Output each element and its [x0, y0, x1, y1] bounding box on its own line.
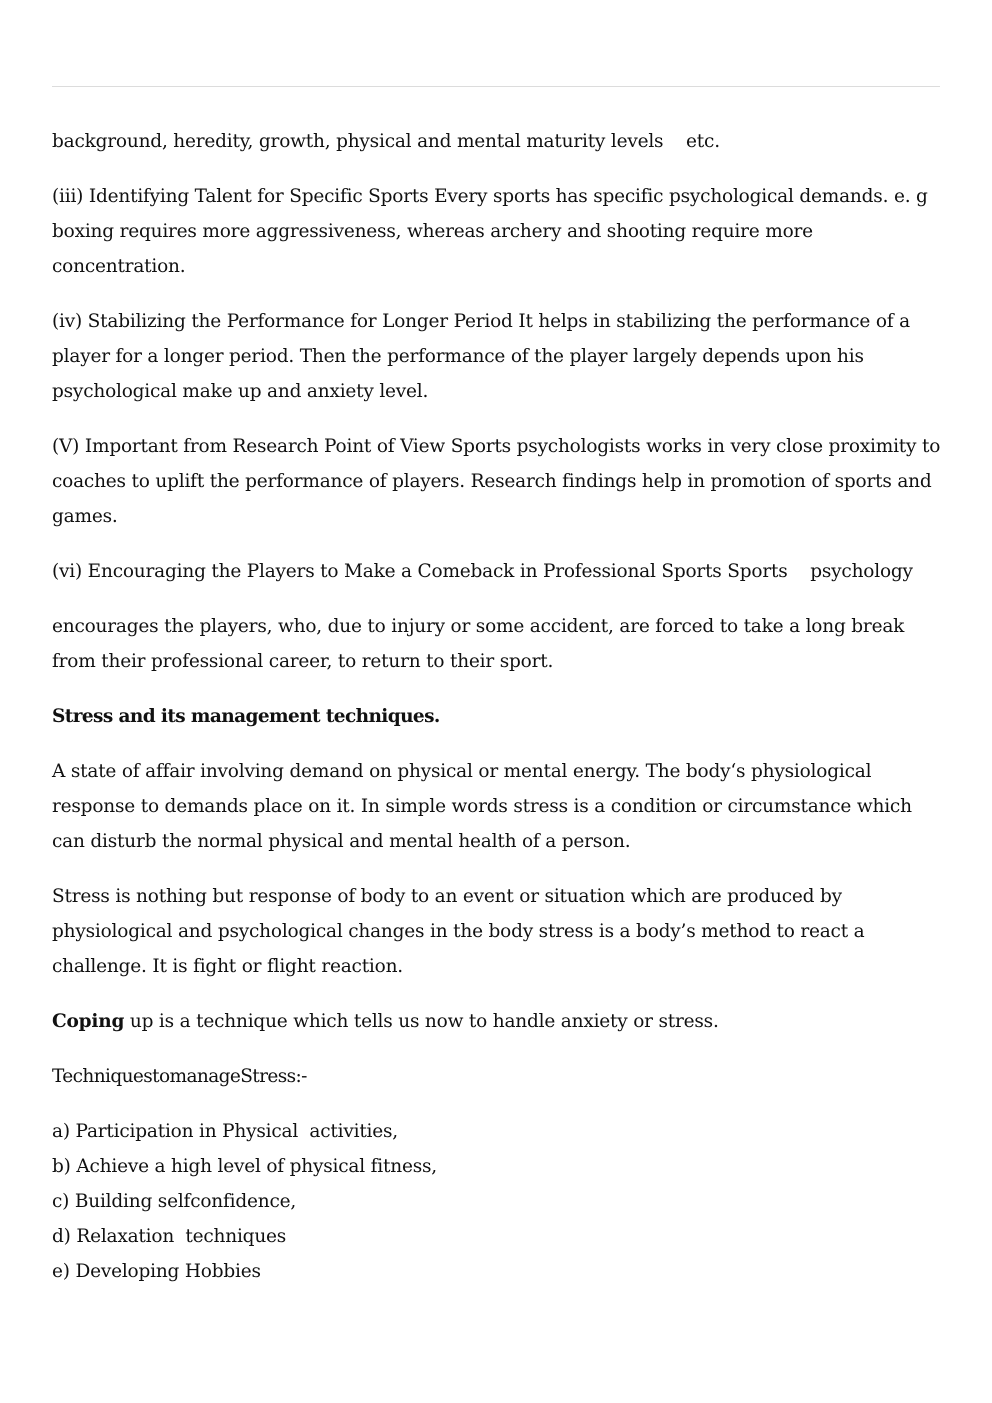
paragraph-stress-response: Stress is nothing but response of body to an event or situation which are produced by physiological and psychological changes in the body stress is a body’s method to react a challenge. It is fight or flight reaction. [52, 886, 865, 977]
section-heading-stress: Stress and its management techniques. [52, 706, 440, 727]
list-item: d) Relaxation techniques [52, 1226, 287, 1247]
list-item: b) Achieve a high level of physical fitness, [52, 1156, 437, 1177]
paragraph-stress-definition: A state of affair involving demand on physical or mental energy. The body‘s physiological response to demands place on it. In simple words stress is a condition or circumstance which can disturb the normal physical and mental health of a person. [52, 761, 912, 852]
paragraph-talent-identification: (iii) Identifying Talent for Specific Sports Every sports has specific psychological demands. e. g boxing requires more aggressiveness, whereas archery and shooting require more concentration. [52, 186, 928, 277]
list-item: e) Developing Hobbies [52, 1261, 261, 1282]
page-content [52, 124, 942, 1289]
header-divider [52, 86, 940, 87]
list-item: c) Building selfconfidence, [52, 1191, 297, 1212]
paragraph-coping [52, 1004, 942, 1039]
paragraph-stabilizing-performance: (iv) Stabilizing the Performance for Longer Period It helps in stabilizing the performance of a player for a longer period. Then the performance of the player largely depends upon his psychological make up and anxiety level. [52, 311, 910, 402]
coping-term: Coping [52, 1011, 125, 1032]
paragraph-comeback-continued: encourages the players, who, due to injury or some accident, are forced to take a long break from their professional career, to return to their sport. [52, 616, 905, 672]
techniques-label: TechniquestomanageStress:- [52, 1066, 307, 1087]
paragraph-research-point: (V) Important from Research Point of View Sports psychologists works in very close proximity to coaches to uplift the performance of players. Research findings help in promotion of sports and games. [52, 436, 941, 527]
techniques-list [52, 1114, 942, 1289]
coping-description: up is a technique which tells us now to handle anxiety or stress. [124, 1011, 719, 1032]
paragraph-background: background, heredity, growth, physical and mental maturity levels etc. [52, 131, 720, 152]
list-item: a) Participation in Physical activities, [52, 1121, 398, 1142]
paragraph-comeback: (vi) Encouraging the Players to Make a Comeback in Professional Sports Sports psychology [52, 561, 913, 582]
